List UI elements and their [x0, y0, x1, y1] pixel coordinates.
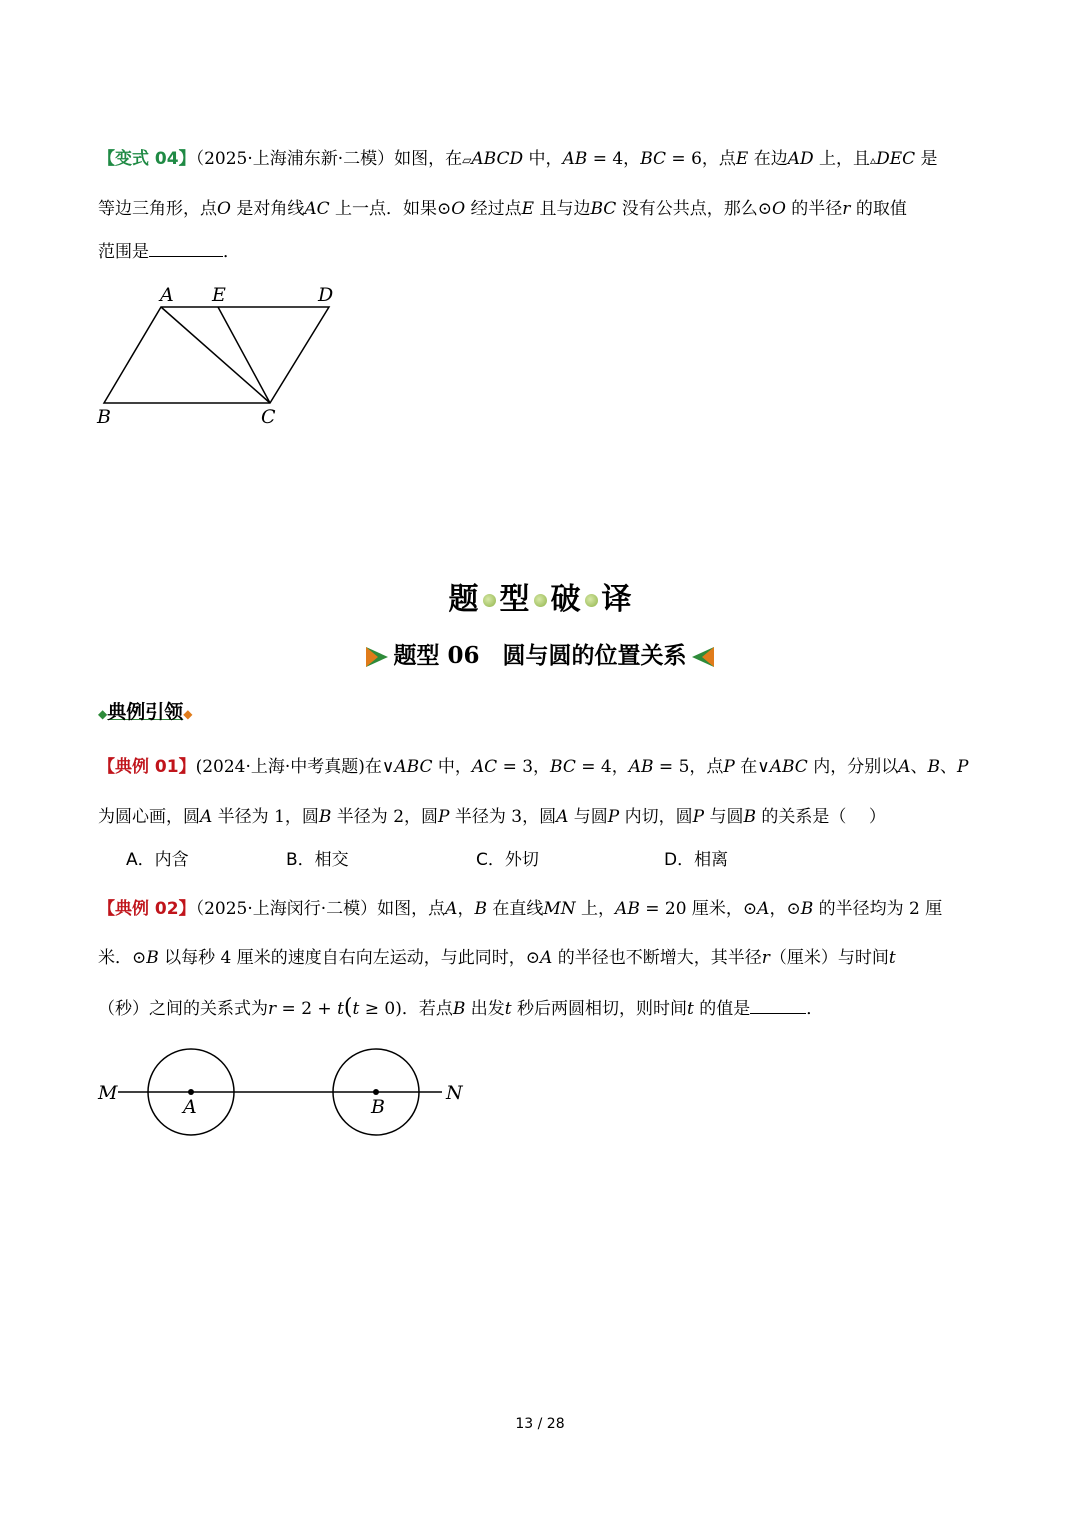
- section-subtitle: 题型 06 圆与圆的位置关系: [0, 640, 1080, 672]
- variant04-line1: 【变式 04】（2025·上海浦东新·二模）如图，在▱ABCD 中，AB = 4，BC = 6，点E 在边AD 上，且▵DEC 是: [98, 149, 938, 169]
- variant04-line3: 范围是 ．: [98, 242, 240, 262]
- answer-blank: [750, 997, 806, 1014]
- diamond-icon: ◆: [98, 707, 108, 721]
- example01-line1: 【典例 01】(2024·上海·中考真题)在∨ABC 中，AC = 3，BC = 4，AB = 5，点P 在∨ABC 内，分别以A、B、P: [98, 757, 969, 777]
- page-number: 13 / 28: [515, 1416, 565, 1432]
- dot-icon: [534, 594, 547, 607]
- example01-tag: 【典例 01】: [98, 757, 196, 777]
- center-a: [188, 1089, 194, 1095]
- arrow-left-icon: [691, 646, 715, 668]
- answer-blank: [149, 240, 223, 257]
- dot-icon: [585, 594, 598, 607]
- dot-icon: [483, 594, 496, 607]
- example01-line2: 为圆心画，圆A 半径为 1，圆B 半径为 2，圆P 半径为 3，圆A 与圆P 内切，圆P 与圆B 的关系是（ ）: [98, 807, 886, 827]
- variant04-source: （2025·上海浦东新·二模）: [195, 149, 395, 169]
- center-b: [373, 1089, 379, 1095]
- example01-source: (2024·上海·中考真题): [195, 757, 365, 777]
- label-e: E: [212, 284, 226, 306]
- variant04-tag: 【变式 04】: [98, 149, 196, 169]
- segment-ec: [218, 307, 270, 403]
- choice-a: A．内含: [126, 850, 189, 870]
- label-c: C: [261, 406, 276, 428]
- label-m: M: [98, 1082, 118, 1104]
- example02-tag: 【典例 02】: [98, 899, 196, 919]
- label-d: D: [318, 284, 334, 306]
- choice-c: C．外切: [476, 850, 539, 870]
- choice-d: D．相离: [664, 850, 729, 870]
- diagonal-ac: [161, 307, 270, 403]
- example02-line3: （秒）之间的关系式为r = 2 + t(t ≥ 0)．若点B 出发t 秒后两圆相切，则时间t 的值是 ．: [98, 995, 824, 1020]
- subsection-label: ◆典例引领◆: [98, 701, 193, 723]
- label-a: A: [160, 284, 174, 306]
- example02-line1: 【典例 02】（2025·上海闵行·二模）如图，点A，B 在直线MN 上，AB = 20 厘米，⊙A，⊙B 的半径均为 2 厘: [98, 899, 943, 919]
- label-a: A: [183, 1096, 197, 1118]
- example02-line2: 米．⊙B 以每秒 4 厘米的速度自右向左运动，与此同时，⊙A 的半径也不断增大，其半径r（厘米）与时间t: [98, 948, 896, 968]
- variant04-line2: 等边三角形，点O 是对角线AC 上一点．如果⊙O 经过点E 且与边BC 没有公共点，那么⊙O 的半径r 的取值: [98, 199, 907, 219]
- label-b: B: [97, 406, 111, 428]
- diamond-icon: ◆: [183, 707, 193, 721]
- label-b: B: [371, 1096, 385, 1118]
- choice-b: B．相交: [286, 850, 349, 870]
- label-n: N: [446, 1082, 463, 1104]
- arrow-right-icon: [365, 646, 389, 668]
- circles-figure: [90, 1040, 480, 1145]
- section-title: 题 型 破 译: [448, 582, 632, 617]
- parallelogram-figure: [90, 280, 350, 430]
- example02-source: （2025·上海闵行·二模）: [195, 899, 378, 919]
